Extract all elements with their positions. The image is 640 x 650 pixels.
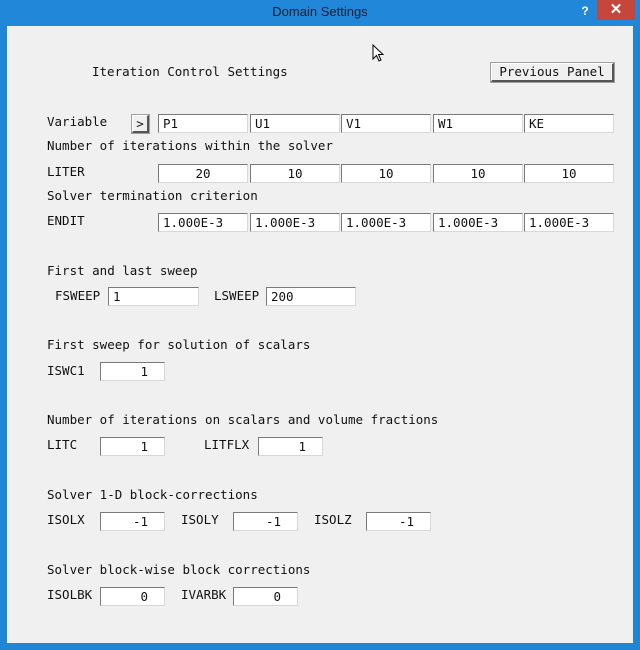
variable-next-button[interactable]: > bbox=[132, 115, 149, 133]
lsweep-field[interactable]: 200 bbox=[266, 287, 356, 306]
endit-label: ENDIT bbox=[47, 213, 85, 228]
panel-heading: Iteration Control Settings bbox=[92, 64, 288, 79]
close-button[interactable]: ✕ bbox=[597, 0, 635, 20]
isoly-field[interactable]: -1 bbox=[233, 512, 298, 531]
liter-label: LITER bbox=[47, 164, 85, 179]
variable-label: Variable bbox=[47, 114, 108, 129]
isolz-label: ISOLZ bbox=[314, 512, 352, 527]
fsweep-label: FSWEEP bbox=[55, 288, 101, 303]
litc-field[interactable]: 1 bbox=[100, 437, 165, 456]
panel-client-area bbox=[7, 26, 633, 643]
title-bar[interactable] bbox=[0, 0, 640, 26]
liter-field-1[interactable]: 20 bbox=[158, 164, 248, 183]
endit-field-4[interactable]: 1.000E-3 bbox=[433, 213, 523, 232]
iswc1-label: ISWC1 bbox=[47, 363, 85, 378]
liter-field-2[interactable]: 10 bbox=[250, 164, 340, 183]
variable-field-2[interactable]: U1 bbox=[250, 114, 340, 133]
litflx-label: LITFLX bbox=[204, 437, 250, 452]
endit-field-3[interactable]: 1.000E-3 bbox=[341, 213, 431, 232]
liter-heading: Number of iterations within the solver bbox=[47, 138, 333, 153]
scalar-iter-heading: Number of iterations on scalars and volume fractions bbox=[47, 412, 439, 427]
litflx-field[interactable]: 1 bbox=[258, 437, 323, 456]
endit-field-5[interactable]: 1.000E-3 bbox=[524, 213, 614, 232]
scalar-sweep-heading: First sweep for solution of scalars bbox=[47, 337, 311, 352]
variable-field-3[interactable]: V1 bbox=[341, 114, 431, 133]
isolz-field[interactable]: -1 bbox=[366, 512, 431, 531]
fsweep-field[interactable]: 1 bbox=[108, 287, 199, 306]
ivarbk-field[interactable]: 0 bbox=[233, 587, 298, 606]
block-1d-heading: Solver 1-D block-corrections bbox=[47, 487, 258, 502]
litc-label: LITC bbox=[47, 437, 78, 452]
liter-field-3[interactable]: 10 bbox=[341, 164, 431, 183]
ivarbk-label: IVARBK bbox=[181, 587, 227, 602]
variable-field-4[interactable]: W1 bbox=[433, 114, 523, 133]
previous-panel-button[interactable]: Previous Panel bbox=[491, 63, 614, 82]
endit-field-2[interactable]: 1.000E-3 bbox=[250, 213, 340, 232]
help-button[interactable]: ? bbox=[581, 4, 589, 18]
lsweep-label: LSWEEP bbox=[214, 288, 260, 303]
isolbk-label: ISOLBK bbox=[47, 587, 93, 602]
endit-heading: Solver termination criterion bbox=[47, 188, 258, 203]
liter-field-5[interactable]: 10 bbox=[524, 164, 614, 183]
mouse-cursor-icon bbox=[372, 44, 386, 64]
isolx-label: ISOLX bbox=[47, 512, 85, 527]
isolx-field[interactable]: -1 bbox=[100, 512, 165, 531]
variable-field-5[interactable]: KE bbox=[524, 114, 614, 133]
sweep-heading: First and last sweep bbox=[47, 263, 198, 278]
window-title: Domain Settings bbox=[272, 4, 368, 19]
iswc1-field[interactable]: 1 bbox=[100, 362, 165, 381]
blockwise-heading: Solver block-wise block corrections bbox=[47, 562, 311, 577]
variable-field-1[interactable]: P1 bbox=[158, 114, 248, 133]
endit-field-1[interactable]: 1.000E-3 bbox=[158, 213, 248, 232]
isoly-label: ISOLY bbox=[181, 512, 219, 527]
isolbk-field[interactable]: 0 bbox=[100, 587, 165, 606]
liter-field-4[interactable]: 10 bbox=[433, 164, 523, 183]
